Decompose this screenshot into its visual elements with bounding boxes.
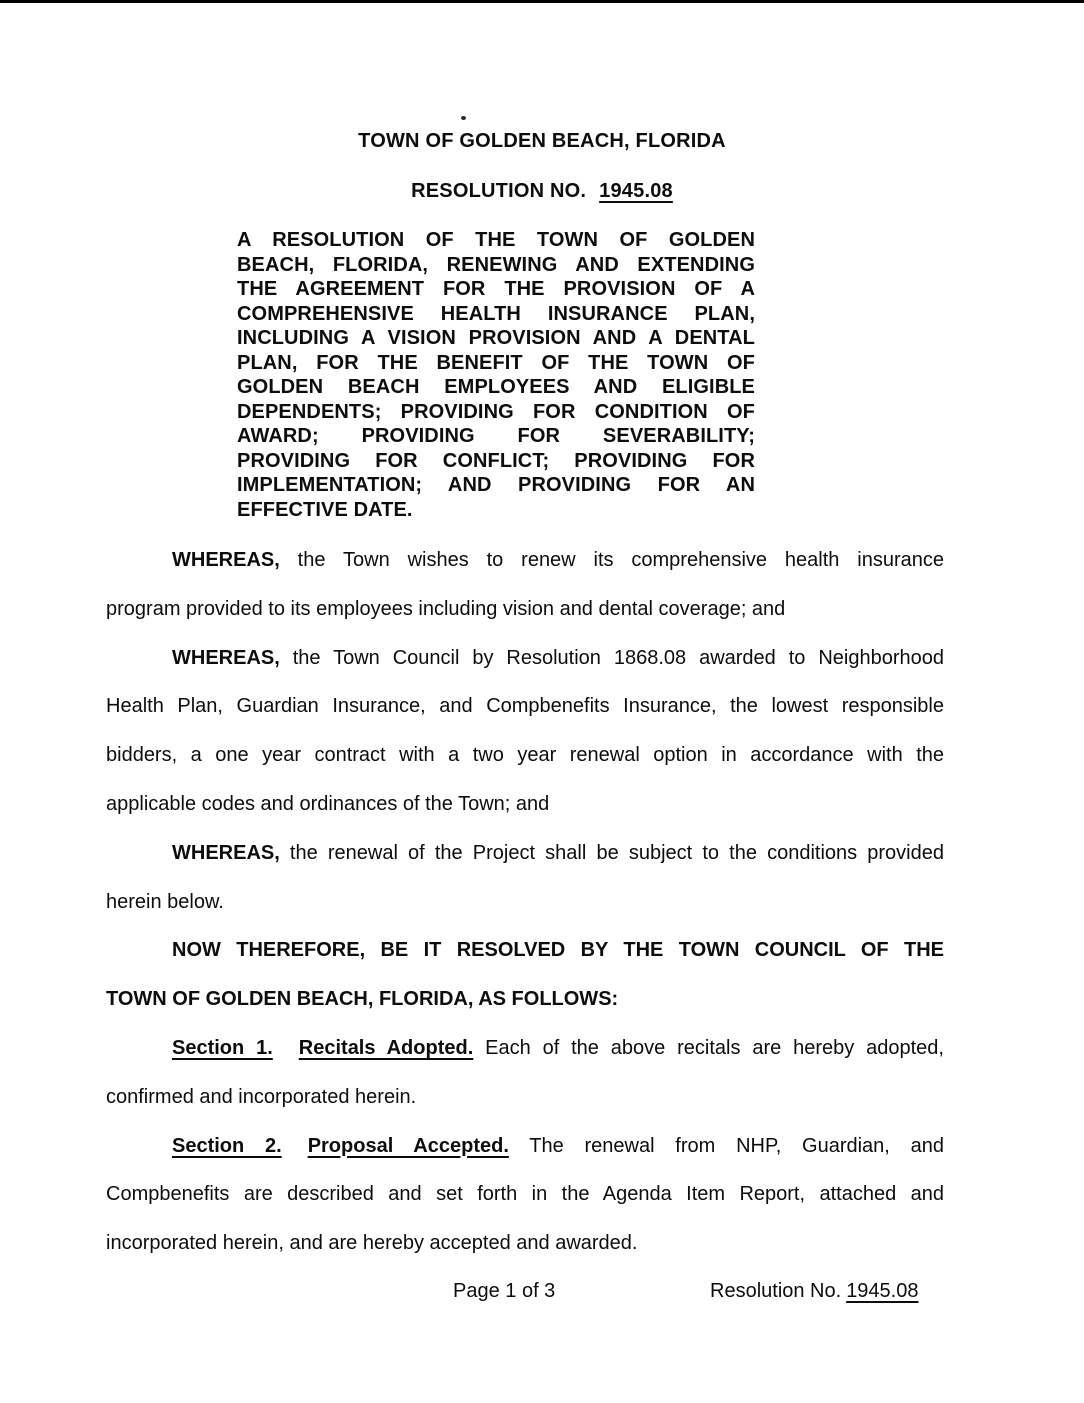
text-run: incorporated herein, and are hereby accepted and awarded. bbox=[106, 1232, 638, 1255]
text-run: Compbenefits are described and set forth in the Agenda Item Report, attached and bbox=[106, 1183, 944, 1206]
text-run: NOW THEREFORE, BE IT RESOLVED BY THE TOWN COUNCIL OF THE bbox=[172, 939, 944, 962]
caption-line: GOLDEN BEACH EMPLOYEES AND ELIGIBLE bbox=[237, 376, 755, 398]
caption-line: PROVIDING FOR CONFLICT; PROVIDING FOR bbox=[237, 449, 755, 472]
caption-line: INCLUDING A VISION PROVISION AND A DENTAL bbox=[237, 327, 755, 349]
caption-line: PLAN, FOR THE BENEFIT OF THE TOWN OF bbox=[237, 351, 755, 374]
text-line bbox=[106, 926, 944, 975]
underlined-text-run: Section 2. bbox=[172, 1134, 282, 1157]
page-number-indicator: Page 1 of 3 bbox=[453, 1280, 556, 1302]
text-run: the Town Council by Resolution 1868.08 awarded to Neighborhood bbox=[279, 646, 944, 669]
underlined-text-run: Section 1. bbox=[172, 1036, 273, 1059]
footer-resolution-number: 1945.08 bbox=[846, 1280, 919, 1302]
text-line bbox=[106, 1170, 944, 1219]
caption-block bbox=[237, 228, 755, 522]
resolution-number: 1945.08 bbox=[599, 180, 673, 202]
text-run: bidders, a one year contract with a two year renewal option in accordance with the bbox=[106, 744, 944, 767]
text-run: herein below. bbox=[106, 890, 224, 913]
text-run: WHEREAS, bbox=[172, 549, 280, 571]
underlined-text-run: Recitals Adopted. bbox=[298, 1036, 474, 1059]
spacing-gap bbox=[282, 1122, 308, 1171]
text-line bbox=[106, 536, 944, 585]
document-body bbox=[106, 536, 944, 1268]
text-run: WHEREAS, bbox=[172, 646, 280, 669]
caption-line: COMPREHENSIVE HEALTH INSURANCE PLAN, bbox=[237, 302, 755, 325]
text-line bbox=[106, 682, 944, 731]
text-line bbox=[106, 585, 944, 634]
text-line bbox=[106, 1122, 944, 1171]
caption-line: DEPENDENTS; PROVIDING FOR CONDITION OF bbox=[237, 400, 755, 423]
caption-line: THE AGREEMENT FOR THE PROVISION OF A bbox=[237, 278, 755, 300]
text-line bbox=[106, 634, 944, 683]
caption-line: AWARD; PROVIDING FOR SEVERABILITY; bbox=[237, 425, 755, 447]
spacing-gap bbox=[273, 1024, 299, 1073]
text-run: confirmed and incorporated herein. bbox=[106, 1085, 417, 1108]
scan-dot-artifact bbox=[461, 116, 466, 120]
text-line bbox=[106, 780, 944, 829]
text-line bbox=[106, 878, 944, 927]
caption-line: EFFECTIVE DATE. bbox=[237, 498, 413, 521]
resolution-label: RESOLUTION NO. bbox=[411, 180, 587, 202]
text-line bbox=[106, 975, 944, 1024]
text-line bbox=[106, 731, 944, 780]
footer-resolution-label: Resolution No. bbox=[710, 1280, 842, 1302]
text-run: Each of the above recitals are hereby adopted, bbox=[473, 1036, 944, 1059]
text-run: applicable codes and ordinances of the Town; and bbox=[106, 792, 550, 815]
caption-line: A RESOLUTION OF THE TOWN OF GOLDEN bbox=[237, 229, 755, 251]
text-line bbox=[106, 829, 944, 878]
footer-resolution-reference bbox=[710, 1279, 918, 1303]
caption-line: IMPLEMENTATION; AND PROVIDING FOR AN bbox=[237, 474, 755, 496]
caption-line: BEACH, FLORIDA, RENEWING AND EXTENDING bbox=[237, 253, 755, 276]
text-run: the renewal of the Project shall be subject to the conditions provided bbox=[279, 841, 944, 864]
resolution-number-heading bbox=[0, 179, 1084, 203]
text-run: TOWN OF GOLDEN BEACH, FLORIDA, AS FOLLOWS: bbox=[106, 988, 619, 1011]
text-run: The renewal from NHP, Guardian, and bbox=[508, 1134, 944, 1157]
document-title: TOWN OF GOLDEN BEACH, FLORIDA bbox=[358, 130, 726, 152]
text-line bbox=[106, 1219, 944, 1268]
text-line bbox=[106, 1073, 944, 1122]
text-run: Health Plan, Guardian Insurance, and Compbenefits Insurance, the lowest responsible bbox=[106, 695, 944, 718]
text-run: the Town wishes to renew its comprehensive health insurance bbox=[279, 549, 944, 571]
text-run: WHEREAS, bbox=[172, 841, 280, 864]
underlined-text-run: Proposal Accepted. bbox=[307, 1134, 509, 1157]
scan-edge-artifact bbox=[0, 0, 1084, 3]
text-line bbox=[106, 1024, 944, 1073]
text-run: program provided to its employees including vision and dental coverage; and bbox=[106, 597, 786, 620]
